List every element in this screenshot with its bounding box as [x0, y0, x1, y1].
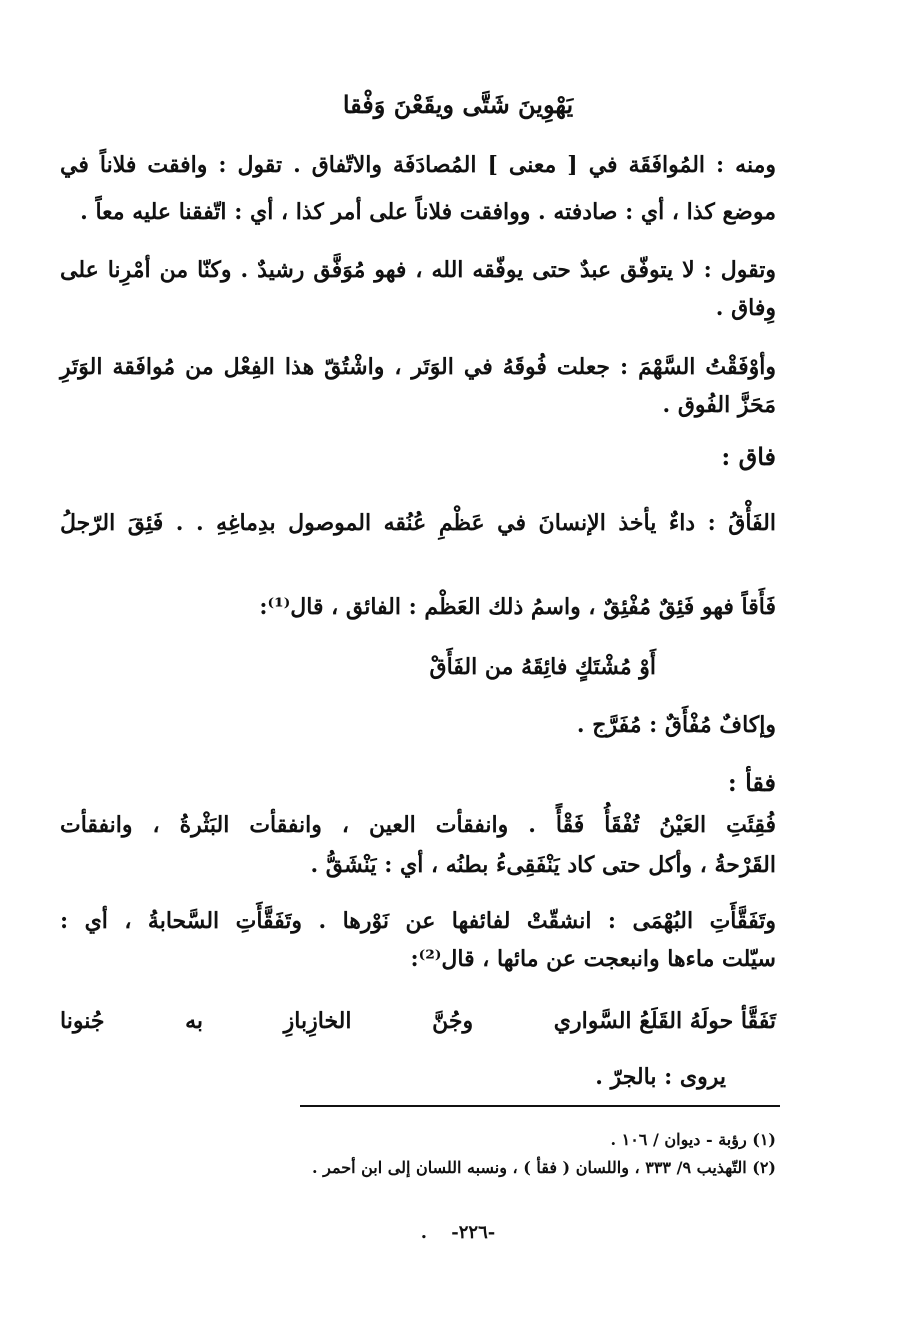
- footnote: (٢) التّهذيب ٩/ ٣٣٣ ، واللسان ( فقأ ) ، ونسبه اللسان إلى ابن أحمر .: [311, 1158, 776, 1177]
- verse-word: وجُنَّ: [432, 1008, 474, 1034]
- verse-word: به: [185, 1008, 204, 1034]
- paragraph-line: وِفاق .: [715, 295, 776, 321]
- entry-heading-fqa: فقأ :: [727, 768, 776, 797]
- paragraph-line: القَرْحةُ ، وأكل حتى كاد يَنْفَقِىءُ بطنُه ، أي : يَنْشَقُّ .: [310, 852, 776, 878]
- entry-heading-faq: فاق :: [721, 442, 776, 471]
- page-number-text: -٢٢٦-: [451, 1222, 496, 1243]
- verse-couplet: [60, 1006, 776, 1036]
- verse-word: جُنونا: [60, 1008, 105, 1034]
- paragraph-line: سيّلت ماءها وانبعجت عن مائها ، قال⁽²⁾:: [410, 946, 776, 972]
- paragraph-line: فَأَقاً فهو فَئِقٌ مُفْئِقٌ ، واسمُ ذلك العَظْم : الفائق ، قال⁽¹⁾:: [259, 594, 776, 620]
- verse-word: الخازِبازِ: [283, 1008, 352, 1034]
- paragraph-line: الفَأْقُ : داءٌ يأخذ الإنسانَ في عَظْمِ عُنُقه الموصول بدِماغِهِ . . فَئِقَ الرّجلُ: [60, 510, 776, 536]
- paragraph-line: وتقول : لا يتوفّق عبدٌ حتى يوفّقه الله ، فهو مُوَفَّق رشيدٌ . وكنّا من أمْرِنا على: [60, 257, 776, 283]
- verse-heading: يَهْوِينَ شَتَّى ويقَعْنَ وَفْقا: [342, 90, 574, 119]
- paragraph-line: يروى : بالجرّ .: [595, 1064, 726, 1090]
- paragraph-line: ومنه : المُوافَقَة في [ معنى ] المُصادَفَة والاتّفاق . تقول : وافقت فلاناً في: [60, 152, 776, 178]
- paragraph-line: وإكافٌ مُفْأَقٌ : مُفَرَّج .: [576, 712, 776, 738]
- page-number: [0, 1222, 916, 1243]
- stray-dot: .: [420, 1222, 427, 1243]
- verse-line: أَوْ مُشْتَكٍ فائِقَهُ من الفَأَقْ: [429, 654, 656, 680]
- paragraph-line: مَحَزَّ الفُوق .: [662, 392, 776, 418]
- footnote-divider: [300, 1105, 780, 1107]
- footnote: (١) رؤبة - ديوان / ١٠٦ .: [610, 1130, 776, 1149]
- paragraph-line: موضع كذا ، أي : صادفته . ووافقت فلاناً على أمر كذا ، أي : اتّفقنا عليه معاً .: [80, 199, 776, 225]
- verse-hemistich: تَفَقَّأ حولَهُ القَلَعُ السَّواري: [553, 1008, 776, 1034]
- paragraph-line: وتَفَقَّأَتِ البُهْمَى : انشقّتْ لفائفها عن نَوْرها . وتَفَقَّأَتِ السَّحابةُ ، أي :: [60, 908, 776, 934]
- paragraph-line: فُقِئَتِ العَيْنُ تُفْقَأُ فَقْأً . وانفقأت العين ، وانفقأت البَثْرةُ ، وانفقأت: [60, 812, 776, 838]
- paragraph-line: وأوْفَقْتُ السَّهْمَ : جعلت فُوقَهُ في الوَتَر ، واشْتُقّ هذا الفِعْل من مُوافَقة الوَتَرِ: [60, 354, 776, 380]
